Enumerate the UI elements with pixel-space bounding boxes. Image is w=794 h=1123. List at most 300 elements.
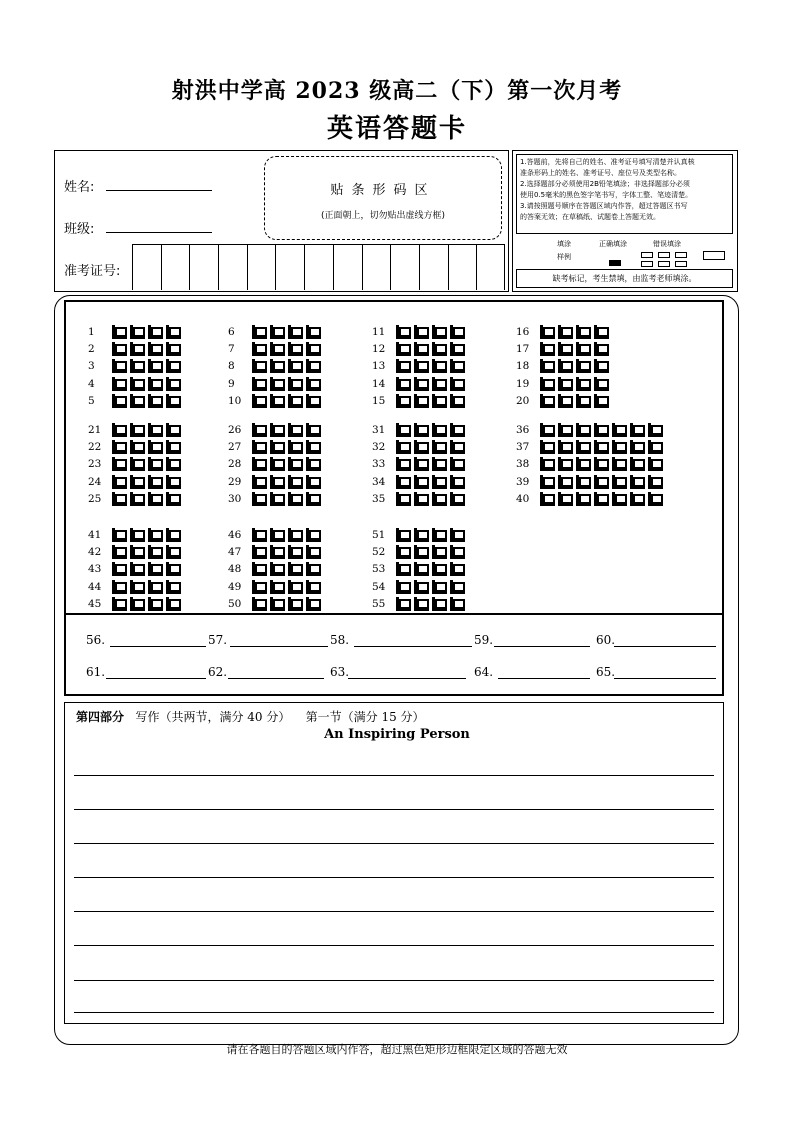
answer-bubble-33-2[interactable]	[414, 457, 429, 471]
answer-bubble-37-1[interactable]	[540, 440, 555, 454]
answer-bubble-43-2[interactable]	[130, 562, 145, 576]
answer-bubble-33-4[interactable]	[450, 457, 465, 471]
answer-bubble-2-3[interactable]	[148, 342, 163, 356]
answer-bubble-13-2[interactable]	[414, 359, 429, 373]
answer-bubble-14-1[interactable]	[396, 377, 411, 391]
answer-bubble-25-3[interactable]	[148, 492, 163, 506]
answer-bubble-30-4[interactable]	[306, 492, 321, 506]
answer-bubble-19-1[interactable]	[540, 377, 555, 391]
blank-59[interactable]	[494, 646, 590, 647]
answer-bubble-40-6[interactable]	[630, 492, 645, 506]
id-number-cells[interactable]	[132, 244, 505, 290]
answer-bubble-38-4[interactable]	[594, 457, 609, 471]
answer-bubble-30-2[interactable]	[270, 492, 285, 506]
answer-bubble-28-3[interactable]	[288, 457, 303, 471]
answer-bubble-41-3[interactable]	[148, 528, 163, 542]
answer-bubble-54-2[interactable]	[414, 580, 429, 594]
answer-bubble-34-1[interactable]	[396, 475, 411, 489]
question-row-13	[372, 358, 468, 375]
answer-bubble-6-4[interactable]	[306, 325, 321, 339]
writing-line[interactable]	[74, 877, 714, 878]
answer-bubble-49-2[interactable]	[270, 580, 285, 594]
answer-bubble-25-1[interactable]	[112, 492, 127, 506]
answer-bubble-24-2[interactable]	[130, 475, 145, 489]
answer-bubble-51-3[interactable]	[432, 528, 447, 542]
answer-bubble-18-1[interactable]	[540, 359, 555, 373]
blank-58[interactable]	[354, 646, 472, 647]
answer-bubble-3-3[interactable]	[148, 359, 163, 373]
answer-bubble-4-4[interactable]	[166, 377, 181, 391]
answer-bubble-40-3[interactable]	[576, 492, 591, 506]
answer-bubble-44-1[interactable]	[112, 580, 127, 594]
answer-bubble-7-4[interactable]	[306, 342, 321, 356]
blank-63[interactable]	[348, 678, 466, 679]
answer-bubble-40-2[interactable]	[558, 492, 573, 506]
answer-bubble-15-1[interactable]	[396, 394, 411, 408]
answer-bubble-35-4[interactable]	[450, 492, 465, 506]
answer-bubble-28-2[interactable]	[270, 457, 285, 471]
answer-bubble-7-3[interactable]	[288, 342, 303, 356]
answer-bubble-17-3[interactable]	[576, 342, 591, 356]
answer-bubble-40-4[interactable]	[594, 492, 609, 506]
barcode-hint: (正面朝上，切勿贴出虚线方框)	[320, 211, 446, 221]
answer-bubble-53-4[interactable]	[450, 562, 465, 576]
blank-62[interactable]	[228, 678, 324, 679]
answer-bubble-54-4[interactable]	[450, 580, 465, 594]
answer-bubble-37-4[interactable]	[594, 440, 609, 454]
answer-bubble-52-2[interactable]	[414, 545, 429, 559]
answer-bubble-20-4[interactable]	[594, 394, 609, 408]
answer-bubble-2-1[interactable]	[112, 342, 127, 356]
answer-bubble-43-1[interactable]	[112, 562, 127, 576]
question-number: 6	[228, 325, 235, 338]
answer-bubble-39-6[interactable]	[630, 475, 645, 489]
answer-bubble-10-4[interactable]	[306, 394, 321, 408]
writing-line[interactable]	[74, 945, 714, 946]
answer-bubble-35-2[interactable]	[414, 492, 429, 506]
answer-bubble-22-4[interactable]	[166, 440, 181, 454]
answer-bubble-10-2[interactable]	[270, 394, 285, 408]
answer-bubble-34-4[interactable]	[450, 475, 465, 489]
section-divider	[64, 613, 724, 615]
answer-bubble-8-3[interactable]	[288, 359, 303, 373]
answer-bubble-19-4[interactable]	[594, 377, 609, 391]
answer-bubble-49-4[interactable]	[306, 580, 321, 594]
answer-bubble-48-3[interactable]	[288, 562, 303, 576]
answer-bubble-29-3[interactable]	[288, 475, 303, 489]
answer-bubble-26-3[interactable]	[288, 423, 303, 437]
answer-bubble-32-2[interactable]	[414, 440, 429, 454]
answer-bubble-9-4[interactable]	[306, 377, 321, 391]
blank-59-label: 59.	[474, 633, 494, 647]
answer-bubble-55-2[interactable]	[414, 597, 429, 611]
question-row-6	[228, 323, 324, 340]
answer-bubble-37-3[interactable]	[576, 440, 591, 454]
answer-bubble-10-1[interactable]	[252, 394, 267, 408]
question-row-11	[372, 323, 468, 340]
answer-bubble-48-4[interactable]	[306, 562, 321, 576]
answer-bubble-15-2[interactable]	[414, 394, 429, 408]
answer-bubble-53-2[interactable]	[414, 562, 429, 576]
answer-bubble-14-4[interactable]	[450, 377, 465, 391]
answer-bubble-42-1[interactable]	[112, 545, 127, 559]
id-label: 准考证号:	[64, 264, 121, 279]
answer-bubble-25-4[interactable]	[166, 492, 181, 506]
answer-bubble-47-3[interactable]	[288, 545, 303, 559]
answer-bubble-28-4[interactable]	[306, 457, 321, 471]
answer-bubble-31-4[interactable]	[450, 423, 465, 437]
writing-line[interactable]	[74, 1012, 714, 1013]
answer-bubble-50-2[interactable]	[270, 597, 285, 611]
answer-bubble-41-2[interactable]	[130, 528, 145, 542]
answer-bubble-52-4[interactable]	[450, 545, 465, 559]
answer-bubble-16-3[interactable]	[576, 325, 591, 339]
answer-bubble-49-1[interactable]	[252, 580, 267, 594]
answer-bubble-14-3[interactable]	[432, 377, 447, 391]
answer-bubble-1-4[interactable]	[166, 325, 181, 339]
answer-bubble-53-3[interactable]	[432, 562, 447, 576]
answer-bubble-43-3[interactable]	[148, 562, 163, 576]
blank-57-label: 57.	[208, 633, 228, 647]
answer-bubble-12-1[interactable]	[396, 342, 411, 356]
part-label: 第四部分	[76, 710, 125, 724]
question-row-23	[88, 456, 184, 473]
answer-bubble-31-1[interactable]	[396, 423, 411, 437]
answer-bubble-46-4[interactable]	[306, 528, 321, 542]
question-number: 22	[88, 440, 102, 453]
answer-bubble-27-2[interactable]	[270, 440, 285, 454]
answer-bubble-11-4[interactable]	[450, 325, 465, 339]
answer-bubble-39-2[interactable]	[558, 475, 573, 489]
answer-bubble-38-2[interactable]	[558, 457, 573, 471]
answer-bubble-47-1[interactable]	[252, 545, 267, 559]
answer-bubble-21-1[interactable]	[112, 423, 127, 437]
answer-bubble-36-1[interactable]	[540, 423, 555, 437]
answer-bubble-11-1[interactable]	[396, 325, 411, 339]
answer-bubble-50-4[interactable]	[306, 597, 321, 611]
answer-bubble-46-2[interactable]	[270, 528, 285, 542]
answer-bubble-16-4[interactable]	[594, 325, 609, 339]
question-row-55	[372, 596, 468, 613]
answer-bubble-37-5[interactable]	[612, 440, 627, 454]
answer-bubble-24-3[interactable]	[148, 475, 163, 489]
answer-bubble-37-7[interactable]	[648, 440, 663, 454]
answer-bubble-54-1[interactable]	[396, 580, 411, 594]
answer-bubble-7-1[interactable]	[252, 342, 267, 356]
answer-bubble-36-2[interactable]	[558, 423, 573, 437]
answer-bubble-30-1[interactable]	[252, 492, 267, 506]
answer-bubble-36-5[interactable]	[612, 423, 627, 437]
question-number: 27	[228, 440, 242, 453]
answer-bubble-36-4[interactable]	[594, 423, 609, 437]
answer-bubble-19-3[interactable]	[576, 377, 591, 391]
answer-bubble-20-1[interactable]	[540, 394, 555, 408]
answer-bubble-39-4[interactable]	[594, 475, 609, 489]
answer-bubble-29-1[interactable]	[252, 475, 267, 489]
answer-bubble-4-2[interactable]	[130, 377, 145, 391]
answer-bubble-32-3[interactable]	[432, 440, 447, 454]
answer-bubble-55-4[interactable]	[450, 597, 465, 611]
blank-65[interactable]	[614, 678, 716, 679]
missing-exam-mark-box[interactable]	[703, 251, 725, 260]
answer-bubble-18-2[interactable]	[558, 359, 573, 373]
answer-bubble-39-1[interactable]	[540, 475, 555, 489]
blank-60[interactable]	[614, 646, 716, 647]
answer-bubble-36-6[interactable]	[630, 423, 645, 437]
answer-bubble-51-2[interactable]	[414, 528, 429, 542]
answer-bubble-38-6[interactable]	[630, 457, 645, 471]
answer-bubble-14-2[interactable]	[414, 377, 429, 391]
answer-bubble-31-3[interactable]	[432, 423, 447, 437]
answer-bubble-9-3[interactable]	[288, 377, 303, 391]
part-description: 写作（共两节，满分 40 分）	[135, 710, 291, 724]
blank-56[interactable]	[110, 646, 206, 647]
blank-63-label: 63.	[330, 665, 350, 679]
answer-bubble-26-1[interactable]	[252, 423, 267, 437]
question-number: 50	[228, 598, 242, 611]
question-number: 19	[516, 377, 530, 390]
answer-bubble-53-1[interactable]	[396, 562, 411, 576]
answer-bubble-27-1[interactable]	[252, 440, 267, 454]
question-row-1	[88, 323, 184, 340]
answer-bubble-34-3[interactable]	[432, 475, 447, 489]
answer-bubble-27-3[interactable]	[288, 440, 303, 454]
wrong-fill-examples	[641, 249, 687, 267]
answer-bubble-13-4[interactable]	[450, 359, 465, 373]
answer-bubble-17-4[interactable]	[594, 342, 609, 356]
question-number: 55	[372, 598, 386, 611]
answer-bubble-31-2[interactable]	[414, 423, 429, 437]
answer-bubble-5-4[interactable]	[166, 394, 181, 408]
answer-bubble-8-2[interactable]	[270, 359, 285, 373]
answer-bubble-8-4[interactable]	[306, 359, 321, 373]
answer-bubble-5-3[interactable]	[148, 394, 163, 408]
answer-bubble-51-4[interactable]	[450, 528, 465, 542]
answer-bubble-3-1[interactable]	[112, 359, 127, 373]
answer-bubble-21-3[interactable]	[148, 423, 163, 437]
answer-bubble-24-4[interactable]	[166, 475, 181, 489]
correct-fill-example	[609, 251, 621, 270]
answer-bubble-29-4[interactable]	[306, 475, 321, 489]
answer-bubble-24-1[interactable]	[112, 475, 127, 489]
question-row-51	[372, 526, 468, 543]
answer-bubble-2-2[interactable]	[130, 342, 145, 356]
answer-bubble-42-4[interactable]	[166, 545, 181, 559]
answer-bubble-16-1[interactable]	[540, 325, 555, 339]
writing-line[interactable]	[74, 980, 714, 981]
answer-bubble-5-1[interactable]	[112, 394, 127, 408]
answer-bubble-23-4[interactable]	[166, 457, 181, 471]
answer-bubble-45-3[interactable]	[148, 597, 163, 611]
answer-card-title: 英语答题卡	[326, 114, 467, 144]
question-number: 47	[228, 545, 242, 558]
answer-bubble-12-3[interactable]	[432, 342, 447, 356]
answer-bubble-21-2[interactable]	[130, 423, 145, 437]
answer-bubble-8-1[interactable]	[252, 359, 267, 373]
instructions-box	[512, 150, 738, 292]
answer-bubble-2-4[interactable]	[166, 342, 181, 356]
answer-bubble-29-2[interactable]	[270, 475, 285, 489]
answer-bubble-54-3[interactable]	[432, 580, 447, 594]
answer-bubble-22-1[interactable]	[112, 440, 127, 454]
answer-bubble-51-1[interactable]	[396, 528, 411, 542]
answer-bubble-28-1[interactable]	[252, 457, 267, 471]
writing-line[interactable]	[74, 775, 714, 776]
section-description: 第一节（满分 15 分）	[305, 710, 425, 724]
question-row-3	[88, 358, 184, 375]
answer-bubble-20-3[interactable]	[576, 394, 591, 408]
answer-bubble-37-2[interactable]	[558, 440, 573, 454]
answer-bubble-40-5[interactable]	[612, 492, 627, 506]
answer-bubble-1-1[interactable]	[112, 325, 127, 339]
question-row-54	[372, 578, 468, 595]
answer-bubble-27-4[interactable]	[306, 440, 321, 454]
answer-bubble-22-2[interactable]	[130, 440, 145, 454]
answer-bubble-39-3[interactable]	[576, 475, 591, 489]
answer-bubble-33-1[interactable]	[396, 457, 411, 471]
answer-bubble-47-2[interactable]	[270, 545, 285, 559]
answer-bubble-6-2[interactable]	[270, 325, 285, 339]
answer-bubble-42-3[interactable]	[148, 545, 163, 559]
answer-bubble-26-2[interactable]	[270, 423, 285, 437]
answer-bubble-33-3[interactable]	[432, 457, 447, 471]
answer-bubble-48-1[interactable]	[252, 562, 267, 576]
answer-bubble-35-1[interactable]	[396, 492, 411, 506]
answer-bubble-4-1[interactable]	[112, 377, 127, 391]
answer-bubble-20-2[interactable]	[558, 394, 573, 408]
answer-bubble-46-1[interactable]	[252, 528, 267, 542]
answer-bubble-3-2[interactable]	[130, 359, 145, 373]
answer-bubble-5-2[interactable]	[130, 394, 145, 408]
answer-bubble-17-1[interactable]	[540, 342, 555, 356]
answer-bubble-30-3[interactable]	[288, 492, 303, 506]
answer-bubble-23-1[interactable]	[112, 457, 127, 471]
answer-bubble-1-3[interactable]	[148, 325, 163, 339]
blank-64[interactable]	[498, 678, 590, 679]
answer-bubble-47-4[interactable]	[306, 545, 321, 559]
question-row-47	[228, 543, 324, 560]
answer-bubble-41-1[interactable]	[112, 528, 127, 542]
answer-bubble-36-7[interactable]	[648, 423, 663, 437]
answer-bubble-42-2[interactable]	[130, 545, 145, 559]
answer-bubble-9-2[interactable]	[270, 377, 285, 391]
answer-bubble-6-3[interactable]	[288, 325, 303, 339]
answer-bubble-39-7[interactable]	[648, 475, 663, 489]
answer-bubble-23-2[interactable]	[130, 457, 145, 471]
answer-bubble-52-3[interactable]	[432, 545, 447, 559]
answer-bubble-15-4[interactable]	[450, 394, 465, 408]
answer-bubble-26-4[interactable]	[306, 423, 321, 437]
answer-bubble-6-1[interactable]	[252, 325, 267, 339]
answer-bubble-23-3[interactable]	[148, 457, 163, 471]
answer-bubble-13-1[interactable]	[396, 359, 411, 373]
writing-line[interactable]	[74, 809, 714, 810]
answer-bubble-18-4[interactable]	[594, 359, 609, 373]
class-field[interactable]	[106, 232, 212, 233]
blank-61[interactable]	[106, 678, 206, 679]
answer-bubble-43-4[interactable]	[166, 562, 181, 576]
answer-bubble-44-2[interactable]	[130, 580, 145, 594]
answer-bubble-32-4[interactable]	[450, 440, 465, 454]
question-row-20	[516, 393, 612, 410]
question-number: 48	[228, 563, 242, 576]
answer-bubble-22-3[interactable]	[148, 440, 163, 454]
blank-56-label: 56.	[86, 633, 106, 647]
answer-bubble-38-5[interactable]	[612, 457, 627, 471]
answer-bubble-15-3[interactable]	[432, 394, 447, 408]
answer-bubble-3-4[interactable]	[166, 359, 181, 373]
blank-57[interactable]	[230, 646, 328, 647]
question-row-33	[372, 456, 468, 473]
answer-bubble-45-1[interactable]	[112, 597, 127, 611]
answer-bubble-41-4[interactable]	[166, 528, 181, 542]
answer-bubble-44-3[interactable]	[148, 580, 163, 594]
answer-bubble-9-1[interactable]	[252, 377, 267, 391]
answer-bubble-12-2[interactable]	[414, 342, 429, 356]
answer-bubble-32-1[interactable]	[396, 440, 411, 454]
name-field[interactable]	[106, 190, 212, 191]
answer-bubble-21-4[interactable]	[166, 423, 181, 437]
answer-bubble-11-3[interactable]	[432, 325, 447, 339]
answer-bubble-7-2[interactable]	[270, 342, 285, 356]
answer-bubble-55-3[interactable]	[432, 597, 447, 611]
question-number: 34	[372, 475, 386, 488]
writing-line[interactable]	[74, 911, 714, 912]
answer-bubble-40-1[interactable]	[540, 492, 555, 506]
question-row-21	[88, 421, 184, 438]
question-number: 24	[88, 475, 102, 488]
answer-bubble-19-2[interactable]	[558, 377, 573, 391]
answer-bubble-50-1[interactable]	[252, 597, 267, 611]
blank-65-label: 65.	[596, 665, 616, 679]
answer-bubble-35-3[interactable]	[432, 492, 447, 506]
answer-bubble-25-2[interactable]	[130, 492, 145, 506]
writing-line[interactable]	[74, 843, 714, 844]
question-number: 53	[372, 563, 386, 576]
answer-bubble-11-2[interactable]	[414, 325, 429, 339]
answer-bubble-38-1[interactable]	[540, 457, 555, 471]
answer-bubble-4-3[interactable]	[148, 377, 163, 391]
answer-bubble-40-7[interactable]	[648, 492, 663, 506]
answer-bubble-52-1[interactable]	[396, 545, 411, 559]
answer-bubble-48-2[interactable]	[270, 562, 285, 576]
answer-bubble-10-3[interactable]	[288, 394, 303, 408]
question-row-45	[88, 596, 184, 613]
answer-bubble-18-3[interactable]	[576, 359, 591, 373]
question-number: 33	[372, 458, 386, 471]
answer-bubble-16-2[interactable]	[558, 325, 573, 339]
answer-bubble-34-2[interactable]	[414, 475, 429, 489]
answer-bubble-45-2[interactable]	[130, 597, 145, 611]
answer-bubble-36-3[interactable]	[576, 423, 591, 437]
answer-bubble-39-5[interactable]	[612, 475, 627, 489]
answer-bubble-37-6[interactable]	[630, 440, 645, 454]
answer-bubble-44-4[interactable]	[166, 580, 181, 594]
answer-bubble-38-3[interactable]	[576, 457, 591, 471]
essay-title: An Inspiring Person	[324, 727, 470, 742]
answer-bubble-50-3[interactable]	[288, 597, 303, 611]
answer-bubble-38-7[interactable]	[648, 457, 663, 471]
answer-bubble-45-4[interactable]	[166, 597, 181, 611]
answer-bubble-12-4[interactable]	[450, 342, 465, 356]
answer-bubble-1-2[interactable]	[130, 325, 145, 339]
question-row-41	[88, 526, 184, 543]
answer-bubble-13-3[interactable]	[432, 359, 447, 373]
answer-bubble-46-3[interactable]	[288, 528, 303, 542]
answer-bubble-55-1[interactable]	[396, 597, 411, 611]
answer-bubble-17-2[interactable]	[558, 342, 573, 356]
answer-bubble-49-3[interactable]	[288, 580, 303, 594]
